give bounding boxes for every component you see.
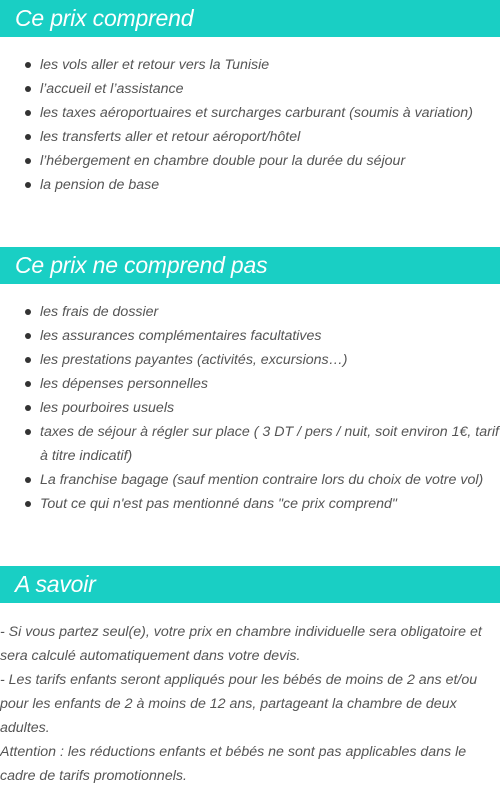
bullet-icon xyxy=(25,62,31,68)
list-item-text: l’accueil et l’assistance xyxy=(40,81,184,97)
bullet-icon xyxy=(25,333,31,339)
a-savoir-text xyxy=(0,620,500,788)
a-savoir-paragraph: - Les tarifs enfants seront appliqués pour les bébés de moins de 2 ans et/ou pour les enfants de 2 à moins de 12 ans, partageant la chambre de deux adultes. xyxy=(0,672,478,736)
list-item xyxy=(0,53,500,77)
list-item-text: La franchise bagage (sauf mention contraire lors du choix de votre vol) xyxy=(40,472,484,488)
list-item-text: les vols aller et retour vers la Tunisie xyxy=(40,57,270,73)
includes-list xyxy=(0,53,500,197)
bullet-icon xyxy=(25,381,31,387)
a-savoir-paragraph: - Si vous partez seul(e), votre prix en chambre individuelle sera obligatoire et sera calculé automatiquement dans votre devis. xyxy=(0,624,482,664)
list-item-text: les prestations payantes (activités, excursions…) xyxy=(40,352,348,368)
bullet-icon xyxy=(25,405,31,411)
excludes-list xyxy=(0,300,500,516)
bullet-icon xyxy=(25,477,31,483)
list-item xyxy=(0,324,500,348)
list-item xyxy=(0,492,500,516)
bullet-icon xyxy=(25,158,31,164)
list-item-text: la pension de base xyxy=(40,177,160,193)
list-item xyxy=(0,125,500,149)
bullet-icon xyxy=(25,501,31,507)
section-header-excludes: Ce prix ne comprend pas xyxy=(0,247,500,284)
section-header-includes: Ce prix comprend xyxy=(0,0,500,37)
bullet-icon xyxy=(25,134,31,140)
list-item xyxy=(0,77,500,101)
a-savoir-paragraph: Attention : les réductions enfants et bébés ne sont pas applicables dans le cadre de tarifs promotionnels. xyxy=(0,744,467,784)
bullet-icon xyxy=(25,429,31,435)
list-item-text: les pourboires usuels xyxy=(40,400,175,416)
list-item xyxy=(0,149,500,173)
list-item xyxy=(0,420,500,468)
bullet-icon xyxy=(25,309,31,315)
list-item-text: les taxes aéroportuaires et surcharges carburant (soumis à variation) xyxy=(40,105,473,121)
list-item-text: les transferts aller et retour aéroport/hôtel xyxy=(40,129,301,145)
bullet-icon xyxy=(25,110,31,116)
list-item xyxy=(0,173,500,197)
list-item xyxy=(0,101,500,125)
list-item-text: les assurances complémentaires facultatives xyxy=(40,328,322,344)
bullet-icon xyxy=(25,357,31,363)
list-item-text: taxes de séjour à régler sur place ( 3 DT / pers / nuit, soit environ 1€, tarif à titre indicatif) xyxy=(40,424,499,464)
list-item xyxy=(0,300,500,324)
bullet-icon xyxy=(25,86,31,92)
list-item-text: les dépenses personnelles xyxy=(40,376,208,392)
list-item xyxy=(0,396,500,420)
bullet-icon xyxy=(25,182,31,188)
list-item xyxy=(0,348,500,372)
list-item xyxy=(0,372,500,396)
list-item-text: l’hébergement en chambre double pour la durée du séjour xyxy=(40,153,406,169)
list-item-text: les frais de dossier xyxy=(40,304,159,320)
section-header-a-savoir: A savoir xyxy=(0,566,500,603)
list-item-text: Tout ce qui n'est pas mentionné dans "ce prix comprend" xyxy=(40,496,397,512)
list-item xyxy=(0,468,500,492)
